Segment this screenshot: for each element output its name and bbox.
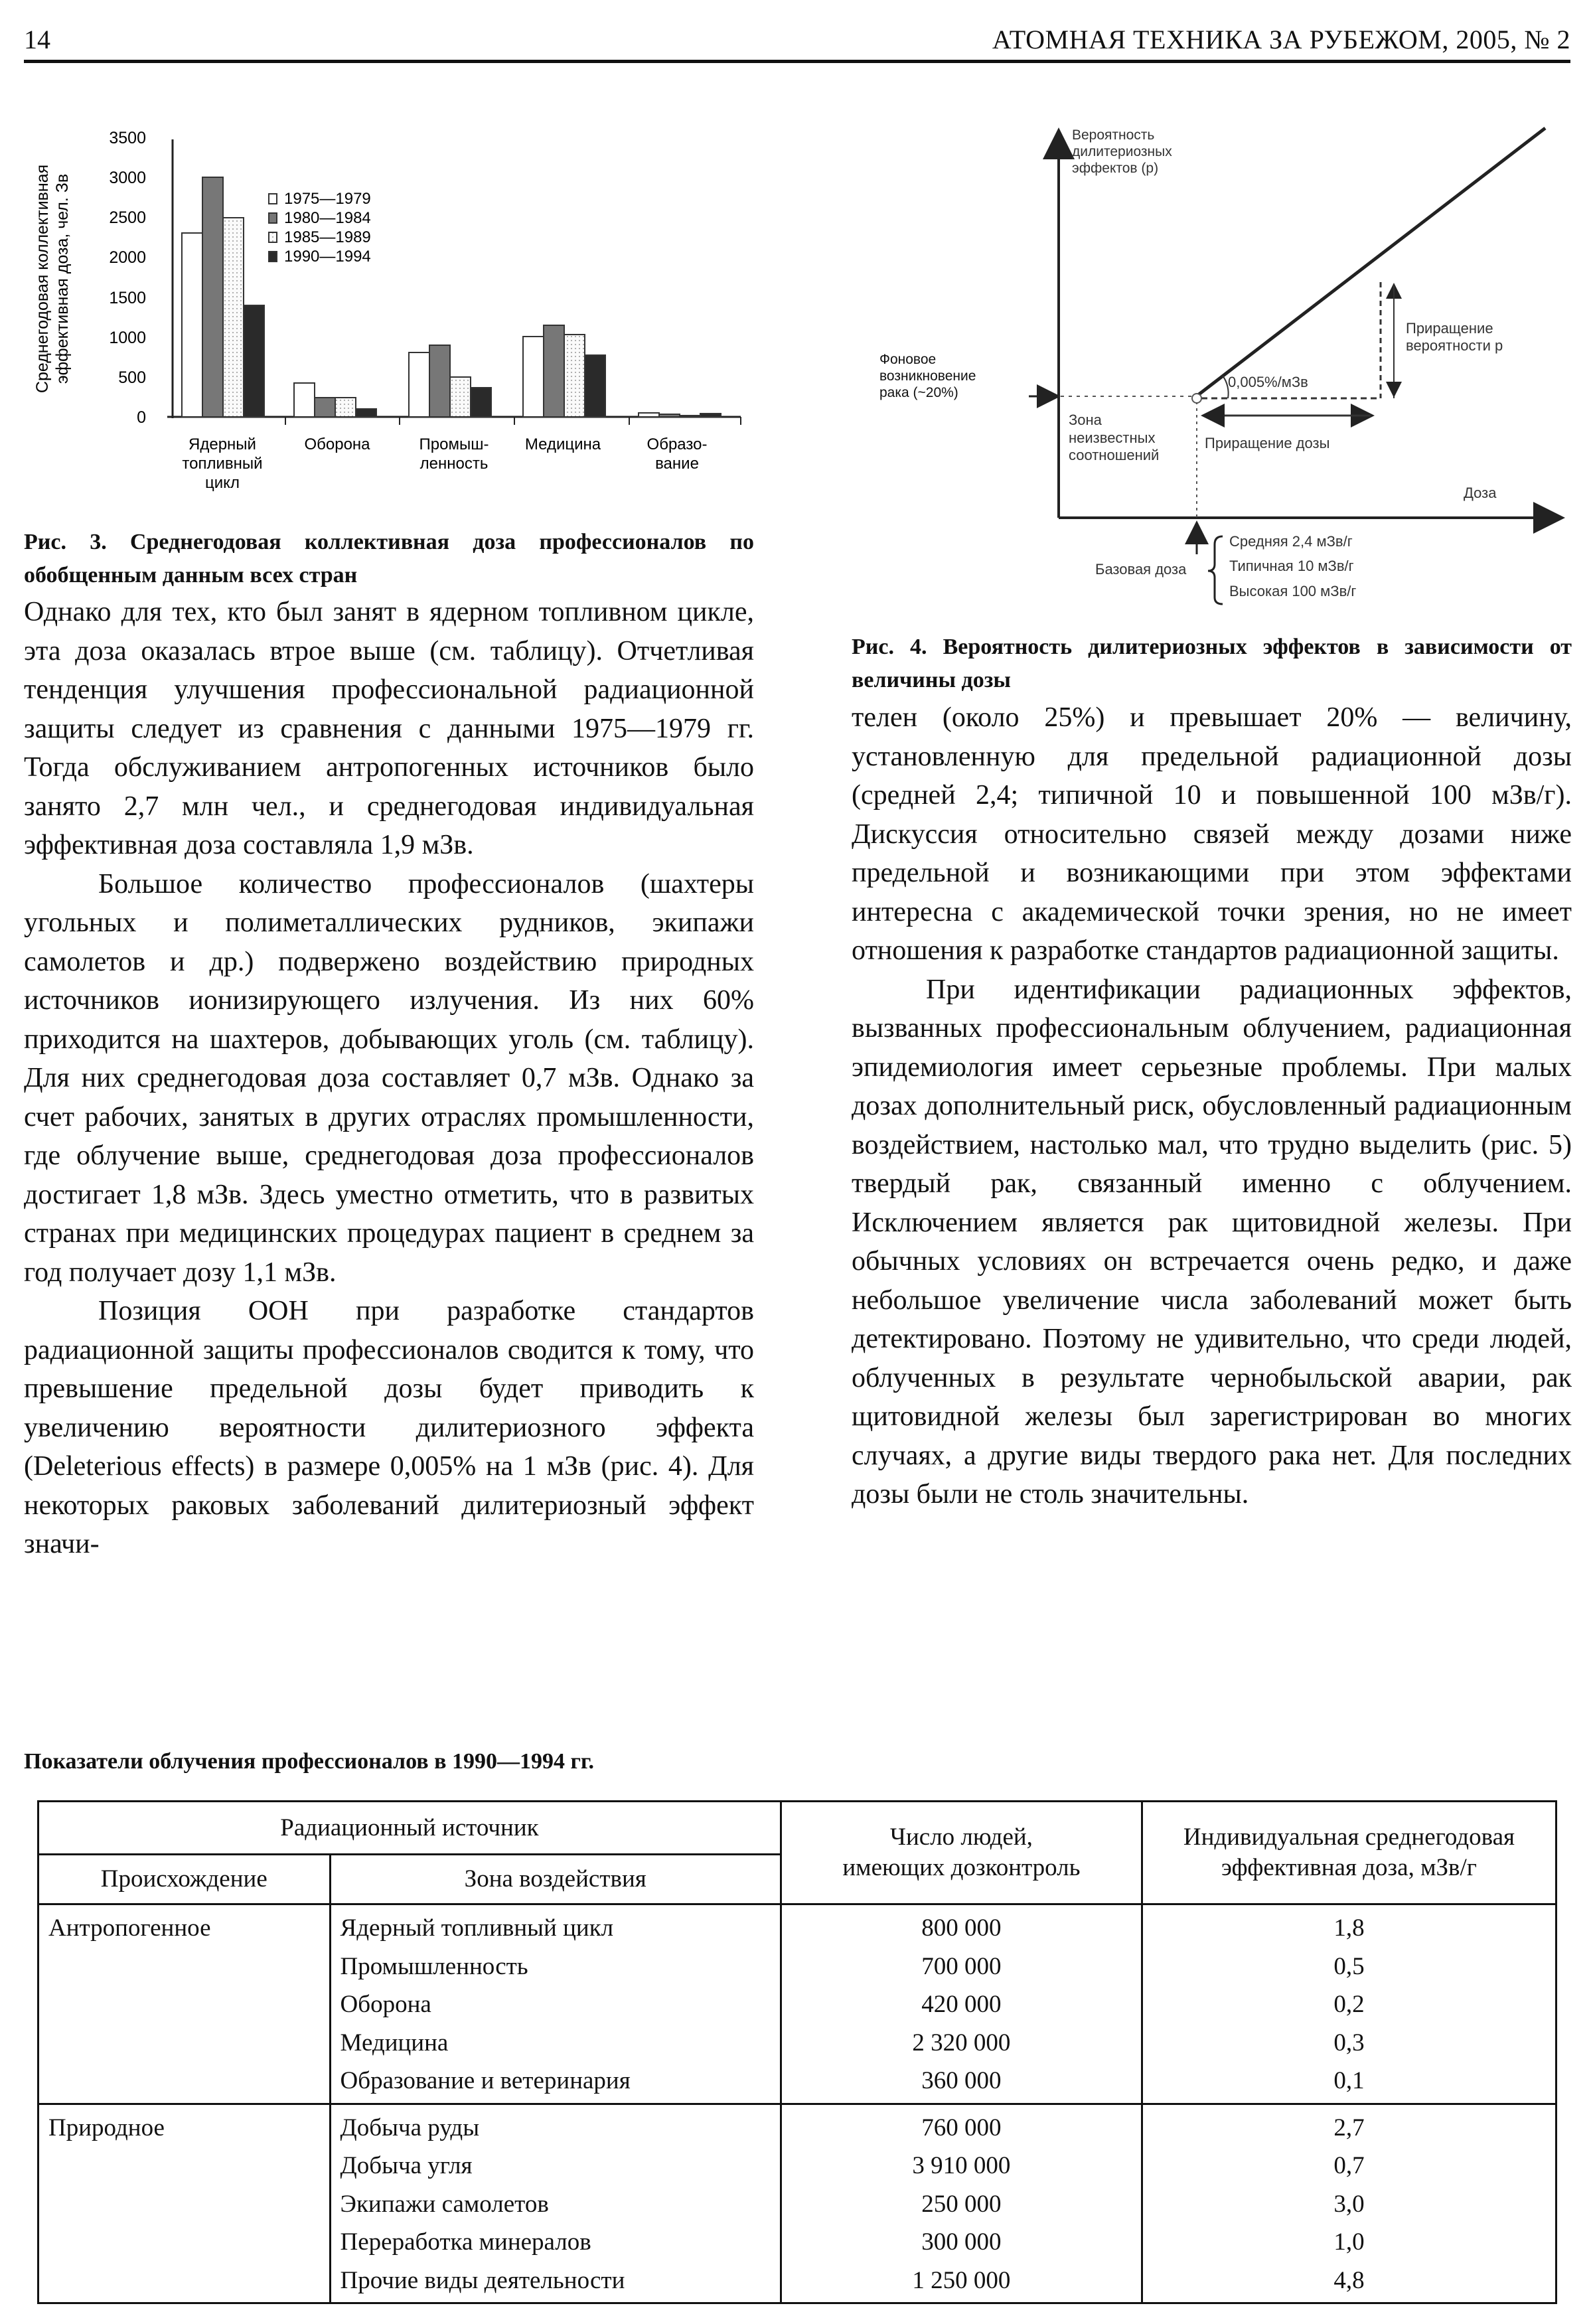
y-axis-ticks bbox=[109, 129, 146, 427]
right-column-text bbox=[852, 698, 1572, 1514]
svg-text:Среднегодовая коллективная: Среднегодовая коллективная bbox=[33, 164, 52, 394]
svg-text:3000: 3000 bbox=[109, 169, 146, 187]
svg-text:возникновение: возникновение bbox=[879, 368, 976, 384]
svg-text:Ядерный: Ядерный bbox=[189, 435, 256, 453]
figure-4-diagram bbox=[843, 113, 1580, 617]
y-axis-label bbox=[1072, 127, 1172, 176]
base-dose-levels bbox=[1229, 533, 1356, 599]
page-header bbox=[24, 19, 1570, 63]
svg-text:Промыш-: Промыш- bbox=[419, 435, 489, 453]
y-axis-label bbox=[33, 165, 72, 393]
probability-increment-label bbox=[1406, 320, 1503, 354]
people-cell: 760 000 3 910 000 250 000 300 000 1 250 000 bbox=[781, 2104, 1142, 2303]
origin-cell: Природное bbox=[38, 2104, 331, 2303]
figure-3-caption: Рис. 3. Среднегодовая коллективная доза профессионалов по обобщенным данным всех стран bbox=[24, 530, 754, 587]
bar-group-nuclear bbox=[182, 177, 264, 417]
svg-text:3500: 3500 bbox=[109, 129, 146, 147]
zone-cell: Ядерный топливный цикл Промышленность Оборона Медицина Образование и ветеринария bbox=[330, 1904, 781, 2104]
svg-text:1500: 1500 bbox=[109, 289, 146, 307]
table-title: Показатели облучения профессионалов в 1990—1994 гг. bbox=[24, 1749, 595, 1774]
svg-text:Вероятность: Вероятность bbox=[1072, 127, 1155, 143]
svg-text:эффектов (р): эффектов (р) bbox=[1072, 161, 1159, 176]
svg-text:Приращение: Приращение bbox=[1406, 320, 1493, 337]
bar-group-medicine bbox=[523, 325, 605, 417]
svg-text:Образо-: Образо- bbox=[646, 435, 708, 453]
dose-cell: 2,7 0,7 3,0 1,0 4,8 bbox=[1142, 2104, 1556, 2303]
figure-4-caption: Рис. 4. Вероятность дилитериозных эффектов в зависимости от величины дозы bbox=[852, 635, 1572, 692]
unknown-zone-label bbox=[1069, 412, 1159, 463]
svg-text:Средняя 2,4 мЗв/г: Средняя 2,4 мЗв/г bbox=[1229, 533, 1353, 550]
svg-text:2000: 2000 bbox=[109, 248, 146, 267]
origin-cell: Антропогенное bbox=[38, 1904, 331, 2104]
slope-label: 0,005%/мЗв bbox=[1228, 374, 1308, 390]
dose-cell: 1,8 0,5 0,2 0,3 0,1 bbox=[1142, 1904, 1556, 2104]
header-people: Число людей, имеющих дозконтроль bbox=[781, 1802, 1142, 1904]
svg-text:ленность: ленность bbox=[419, 455, 489, 473]
svg-text:1000: 1000 bbox=[109, 329, 146, 347]
bar-group-defense bbox=[294, 383, 376, 417]
header-origin: Происхождение bbox=[38, 1855, 331, 1904]
paragraph: Большое количество профессионалов (шахтеры угольных и полиметаллических рудников, экипажи самолетов и др.) подвержено воздействию природных источников ионизирующего излучения. Из них 60% приходится на шахтеров, добывающих уголь (см. таблицу). Для них среднегодовая доза составляет 0,7 мЗв. Однако за счет рабочих, занятых в других отраслях промышленности, где облучение выше, среднегодовая доза профессионалов достигает 1,8 мЗв. Здесь уместно отметить, что в развитых странах при медицинских процедурах пациент в среднем за год получает дозу 1,1 мЗв. bbox=[24, 868, 754, 1288]
bar-group-industry bbox=[409, 345, 491, 417]
zone-cell: Добыча руды Добыча угля Экипажи самолетов Переработка минералов Прочие виды деятельности bbox=[330, 2104, 781, 2303]
paragraph: Позиция ООН при разработке стандартов радиационной защиты профессионалов сводится к тому, что превышение предельной дозы будет приводить к увеличению вероятности дилитериозного эффекта (Deleterious effects) в размере 0,005% на 1 мЗв (рис. 4). Для некоторых раковых заболеваний дилитериозный эффект значи- bbox=[24, 1296, 754, 1559]
table-row-group-natural bbox=[38, 2104, 1556, 2303]
svg-text:1975—1979: 1975—1979 bbox=[284, 190, 371, 208]
base-dose-label: Базовая доза bbox=[1095, 561, 1187, 578]
exposure-table bbox=[37, 1800, 1557, 2304]
svg-text:Зона: Зона bbox=[1069, 412, 1102, 428]
svg-text:500: 500 bbox=[118, 368, 146, 387]
svg-text:Медицина: Медицина bbox=[524, 435, 601, 453]
left-column-text bbox=[24, 593, 754, 1564]
svg-text:Высокая 100 мЗв/г: Высокая 100 мЗв/г bbox=[1229, 583, 1357, 599]
svg-text:0: 0 bbox=[137, 408, 146, 427]
x-axis-label: Доза bbox=[1464, 485, 1497, 501]
svg-text:Типичная 10 мЗв/г: Типичная 10 мЗв/г bbox=[1229, 558, 1354, 574]
svg-text:2500: 2500 bbox=[109, 208, 146, 227]
svg-text:топливный: топливный bbox=[182, 455, 263, 473]
svg-text:вероятности р: вероятности р bbox=[1406, 337, 1503, 354]
paragraph: Однако для тех, кто был занят в ядерном топливном цикле, эта доза оказалась втрое выше (см. таблицу). Отчетливая тенденция улучшения профессиональной радиационной защиты следует из сравнения с данными 1975—1979 гг. Тогда обслуживанием антропогенных источников было занято 2,7 млн чел., и среднегодовая индивидуальная эффективная доза составляла 1,9 мЗв. bbox=[24, 597, 754, 860]
svg-text:1990—1994: 1990—1994 bbox=[284, 248, 371, 266]
figure-3-bar-chart bbox=[20, 119, 770, 518]
svg-text:Фоновое: Фоновое bbox=[879, 352, 937, 367]
svg-text:1980—1984: 1980—1984 bbox=[284, 209, 371, 227]
svg-text:дилитериозных: дилитериозных bbox=[1072, 144, 1172, 159]
header-dose: Индивидуальная среднегодовая эффективная доза, мЗв/г bbox=[1142, 1802, 1556, 1904]
header-source: Радиационный источник bbox=[38, 1802, 781, 1855]
svg-text:эффективная доза, чел. Зв: эффективная доза, чел. Зв bbox=[53, 173, 72, 384]
page-number: 14 bbox=[24, 25, 50, 54]
journal-title: АТОМНАЯ ТЕХНИКА ЗА РУБЕЖОМ, 2005, № 2 bbox=[992, 25, 1570, 54]
svg-text:Оборона: Оборона bbox=[304, 435, 370, 453]
svg-text:1985—1989: 1985—1989 bbox=[284, 228, 371, 246]
x-axis-categories bbox=[182, 435, 707, 492]
svg-text:рака (~20%): рака (~20%) bbox=[879, 385, 958, 400]
bar-group-education bbox=[639, 413, 721, 417]
svg-text:цикл: цикл bbox=[205, 474, 240, 492]
svg-text:вание: вание bbox=[655, 455, 699, 473]
paragraph: телен (около 25%) и превышает 20% — величину, установленную для предельной радиационной дозы (средней 2,4; типичной 10 и повышенной 100 мЗв/г). Дискуссия относительно связей между дозами ниже предельной и возникающими при этом эффектами интересна с академической точки зрения, но не имеет отношения к разработке стандартов радиационной защиты. bbox=[852, 702, 1572, 966]
chart-legend bbox=[269, 190, 371, 266]
svg-text:неизвестных: неизвестных bbox=[1069, 429, 1156, 446]
table-row-group-anthropogenic bbox=[38, 1904, 1556, 2104]
paragraph: При идентификации радиационных эффектов, вызванных профессиональным облучением, радиационная эпидемиология имеет серьезные проблемы. При малых дозах дополнительный риск, обусловленный радиационным воздействием, настолько мал, что трудно выделить (рис. 5) твердый рак, связанный именно с облучением. Исключением является рак щитовидной железы. При обычных условиях он встречается очень редко, и даже небольшое увеличение числа заболеваний может быть детектировано. Поэтому не удивительно, что среди людей, облученных в результате чернобыльской аварии, рак щитовидной железы был зарегистрирован во многих случаях, а другие виды твердого рака нет. Для последних дозы были не столь значительны. bbox=[852, 974, 1572, 1510]
background-incidence-label bbox=[879, 352, 976, 400]
svg-text:соотношений: соотношений bbox=[1069, 447, 1160, 463]
people-cell: 800 000 700 000 420 000 2 320 000 360 000 bbox=[781, 1904, 1142, 2104]
dose-increment-label: Приращение дозы bbox=[1205, 435, 1330, 451]
header-zone: Зона воздействия bbox=[330, 1855, 781, 1904]
